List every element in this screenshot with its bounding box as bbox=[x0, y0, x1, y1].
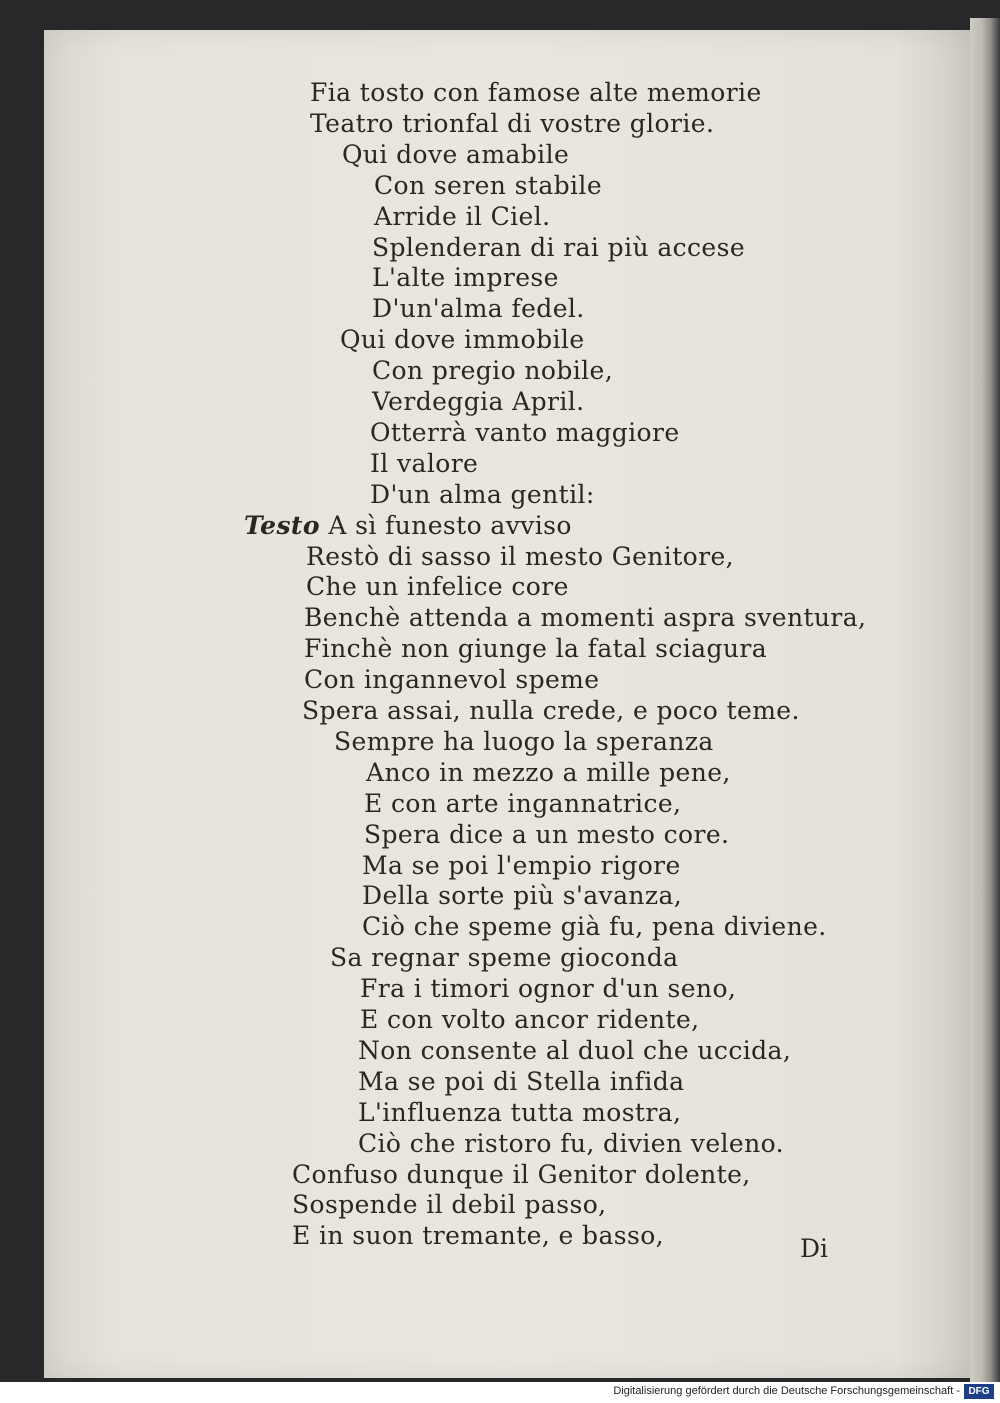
verse-line bbox=[372, 356, 613, 386]
verse-text: E con arte ingannatrice, bbox=[364, 788, 682, 818]
verse-line bbox=[330, 943, 678, 973]
verse-line bbox=[372, 387, 585, 417]
verse-text: Teatro trionfal di vostre glorie. bbox=[310, 108, 715, 138]
verse-line bbox=[292, 1190, 607, 1220]
page-edge bbox=[970, 18, 1000, 1382]
verse-text: Spera assai, nulla crede, e poco teme. bbox=[302, 696, 800, 725]
verse-text: Confuso dunque il Genitor dolente, bbox=[292, 1159, 751, 1189]
verse-text: Spera dice a un mesto core. bbox=[364, 819, 730, 849]
verse-text: Che un infelice core bbox=[306, 572, 569, 602]
verse-text: Della sorte più s'avanza, bbox=[362, 881, 683, 911]
verse-line bbox=[370, 480, 595, 510]
verse-text: Ciò che ristoro fu, divien veleno. bbox=[358, 1128, 784, 1158]
verse-line bbox=[366, 758, 731, 788]
verse-line bbox=[304, 634, 767, 664]
verse-text: Anco in mezzo a mille pene, bbox=[366, 757, 731, 787]
verse-line bbox=[340, 325, 585, 355]
verse-text: L'influenza tutta mostra, bbox=[358, 1097, 682, 1127]
verse-line bbox=[372, 233, 745, 263]
verse-line bbox=[292, 1221, 664, 1251]
verse-line bbox=[364, 789, 681, 819]
footer-bar bbox=[0, 1382, 1000, 1403]
verse-line bbox=[364, 820, 729, 850]
verse-line bbox=[334, 727, 714, 757]
verse-text: Splenderan di rai più accese bbox=[372, 232, 746, 262]
verse-line bbox=[342, 140, 569, 170]
verse-text: Qui dove amabile bbox=[342, 139, 570, 169]
verse-text: D'un'alma fedel. bbox=[372, 294, 585, 324]
speaker-label: Testo bbox=[244, 510, 320, 540]
verse-line bbox=[304, 665, 599, 695]
verse-line bbox=[292, 1160, 751, 1190]
verse-text: Qui dove immobile bbox=[340, 325, 585, 355]
verse-text: L'alte imprese bbox=[372, 263, 559, 293]
verse-line bbox=[362, 881, 682, 911]
verse-text: Finchè non giunge la fatal sciagura bbox=[304, 634, 768, 664]
verse-line bbox=[310, 109, 714, 139]
verse-text: D'un alma gentil: bbox=[370, 479, 595, 509]
verse-line bbox=[358, 1129, 784, 1159]
verse-line bbox=[358, 1036, 791, 1066]
verse-line bbox=[374, 202, 551, 232]
verse-line bbox=[372, 263, 559, 293]
verse-text: E in suon tremante, e basso, bbox=[292, 1221, 665, 1251]
footer-credit: Digitalisierung gefördert durch die Deutsche Forschungsgemeinschaft - bbox=[613, 1385, 960, 1397]
verse-text: Sospende il debil passo, bbox=[292, 1190, 607, 1220]
verse-line bbox=[358, 1098, 681, 1128]
verse-line bbox=[370, 418, 680, 448]
verse-line bbox=[306, 542, 734, 572]
verse-line bbox=[244, 511, 572, 541]
verse-text: Il valore bbox=[370, 448, 479, 478]
verse-text: Restò di sasso il mesto Genitore, bbox=[306, 541, 734, 571]
dfg-logo: DFG bbox=[964, 1384, 994, 1399]
verse-text: Sempre ha luogo la speranza bbox=[334, 726, 714, 756]
catchword: Di bbox=[800, 1234, 829, 1263]
verse-text: Sa regnar speme gioconda bbox=[330, 943, 679, 973]
verse-text: Con seren stabile bbox=[374, 170, 603, 200]
verse-text: Otterrà vanto maggiore bbox=[370, 417, 680, 447]
verse-text: Benchè attenda a momenti aspra sventura, bbox=[304, 603, 867, 633]
verse-text: Arride il Ciel. bbox=[374, 201, 551, 231]
verse-line bbox=[306, 572, 569, 602]
verse-line bbox=[302, 696, 800, 726]
verse-line bbox=[310, 78, 762, 108]
verse-line bbox=[370, 449, 478, 479]
verse-text: Fia tosto con famose alte memorie bbox=[310, 78, 762, 107]
verse-text: Con pregio nobile, bbox=[372, 356, 614, 386]
verse-text: Ma se poi l'empio rigore bbox=[362, 850, 681, 880]
verse-line bbox=[360, 1005, 700, 1035]
verse-line bbox=[360, 974, 736, 1004]
verse-text: Ciò che speme già fu, pena diviene. bbox=[362, 912, 827, 942]
verse-text: Con ingannevol speme bbox=[304, 665, 600, 695]
verse-line bbox=[374, 171, 602, 201]
verse-text: Non consente al duol che uccida, bbox=[358, 1035, 792, 1065]
verse-line bbox=[304, 603, 866, 633]
verse-text: E con volto ancor ridente, bbox=[360, 1005, 700, 1034]
verse-line bbox=[362, 912, 827, 942]
verse-line bbox=[362, 851, 681, 881]
verse-text: Ma se poi di Stella infida bbox=[358, 1066, 685, 1096]
verse-line bbox=[372, 294, 585, 324]
verse-text: A sì funesto avviso bbox=[328, 510, 572, 540]
verse-line bbox=[358, 1067, 684, 1097]
verse-text: Fra i timori ognor d'un seno, bbox=[360, 974, 737, 1004]
verse-text: Verdeggia April. bbox=[372, 387, 585, 416]
